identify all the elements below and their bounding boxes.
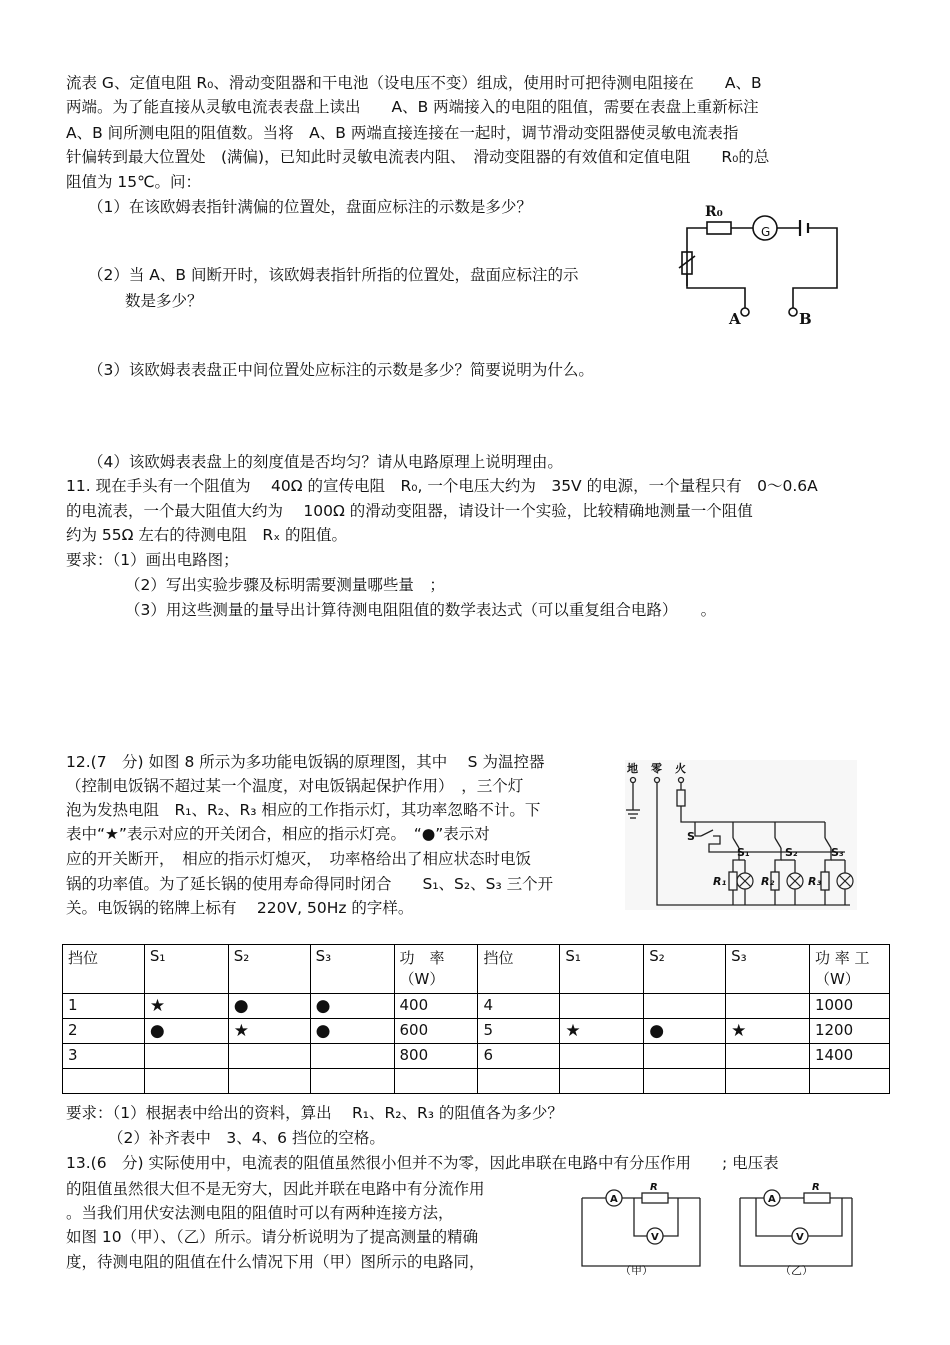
table-cell: 1400	[809, 1044, 889, 1069]
table-cell: 400	[394, 994, 478, 1019]
q13-line-4: 如图 10（甲）、（乙）所示。请分析说明为了提高测量的精确	[66, 1228, 479, 1246]
voltammetry-circuit-diagrams	[580, 1180, 855, 1275]
q10-intro-line-2: 两端。为了能直接从灵敏电流表表盘上读出 A、B 两端接入的电阻的阻值，需要在表盘上重新标注	[66, 98, 759, 116]
q10-sub4: （4）该欧姆表表盘上的刻度值是否均匀？请从电路原理上说明理由。	[88, 453, 563, 471]
resistor-label-jia: R	[650, 1182, 658, 1193]
q10-sub1: （1）在该欧姆表指针满偏的位置处，盘面应标注的示数是多少？	[88, 198, 532, 216]
table-cell: ★	[144, 994, 228, 1019]
table-cell	[144, 1044, 228, 1069]
table-cell: 3	[63, 1044, 145, 1069]
caption-yi: （乙）	[780, 1264, 813, 1275]
table-cell: 1000	[809, 994, 889, 1019]
table-header-cell: S₁	[144, 945, 228, 994]
q11-line-3: 约为 55Ω 左右的待测电阻 Rₓ 的阻值。	[66, 526, 347, 544]
table-cell	[644, 1069, 726, 1094]
table-cell: ★	[228, 1019, 310, 1044]
table-cell	[644, 994, 726, 1019]
q11-req-2: （2）写出实验步骤及标明需要测量哪些量 ；	[125, 576, 445, 594]
terminal-a-label: A	[729, 310, 741, 328]
table-cell	[560, 994, 644, 1019]
q11-line-1: 11. 现在手头有一个阻值为 40Ω 的宣传电阻 R₀, 一个电压大约为 35V 的电源，一个量程只有 0～0.6A	[66, 477, 818, 495]
table-cell: 2	[63, 1019, 145, 1044]
s3-label: S₃	[831, 846, 844, 859]
table-cell	[228, 1044, 310, 1069]
q10-intro-line-1: 流表 G、定值电阻 R₀、滑动变阻器和干电池（设电压不变）组成，使用时可把待测电阻接在 A、B	[66, 74, 762, 92]
s2-label: S₂	[785, 846, 798, 859]
q10-intro-line-5: 阻值为 15℃。问：	[66, 173, 202, 191]
q12-line-2: （控制电饭锅不超过某一个温度，对电饭锅起保护作用） ，三个灯	[66, 777, 524, 795]
q10-sub2: （2）当 A、B 间断开时，该欧姆表指针所指的位置处，盘面应标注的示	[88, 266, 579, 284]
table-header-row	[63, 945, 890, 994]
table-cell: ●	[310, 1019, 394, 1044]
voltmeter-label-jia: V	[651, 1232, 659, 1243]
table-header-cell: S₃	[310, 945, 394, 994]
table-header-cell: S₂	[228, 945, 310, 994]
q13-line-3: 。当我们用伏安法测电阻的阻值时可以有两种连接方法，	[66, 1204, 454, 1222]
q13-line-2: 的阻值虽然很大但不是无穷大，因此并联在电路中有分流作用	[66, 1180, 485, 1198]
table-cell: 1	[63, 994, 145, 1019]
r3-label: R₃	[808, 875, 822, 888]
table-cell: 4	[478, 994, 560, 1019]
table-cell	[144, 1069, 228, 1094]
q10-sub2-cont: 数是多少？	[125, 292, 203, 310]
table-header-cell: S₃	[726, 945, 810, 994]
table-cell	[63, 1069, 145, 1094]
table-header-cell: 挡位	[63, 945, 145, 994]
table-cell: 800	[394, 1044, 478, 1069]
table-header-cell: 功 率（W）	[394, 945, 478, 994]
table-header-cell: 挡位	[478, 945, 560, 994]
table-cell	[310, 1044, 394, 1069]
table-cell	[560, 1069, 644, 1094]
table-cell	[394, 1069, 478, 1094]
table-header-cell: S₂	[644, 945, 726, 994]
q11-req-3: （3）用这些测量的量导出计算待测电阻阻值的数学表达式（可以重复组合电路） 。	[125, 601, 717, 619]
table-cell	[310, 1069, 394, 1094]
table-row	[63, 1044, 890, 1069]
table-row	[63, 994, 890, 1019]
table-cell	[478, 1069, 560, 1094]
power-table	[62, 944, 890, 1094]
ammeter-label-yi: A	[768, 1194, 776, 1205]
r0-label: R₀	[705, 204, 723, 220]
table-cell	[644, 1044, 726, 1069]
q12-req-2: （2）补齐表中 3、4、6 挡位的空格。	[108, 1129, 385, 1147]
q10-intro-line-4: 针偏转到最大位置处 (满偏)，已知此时灵敏电流表内阻、 滑动变阻器的有效值和定值电阻 R₀的总	[66, 148, 770, 166]
table-header-cell: S₁	[560, 945, 644, 994]
table-cell: ★	[726, 1019, 810, 1044]
table-cell	[726, 1069, 810, 1094]
q11-req-1: 要求：（1）画出电路图；	[66, 551, 239, 569]
table-cell: 1200	[809, 1019, 889, 1044]
caption-jia: （甲）	[620, 1264, 653, 1275]
table-cell	[726, 994, 810, 1019]
table-cell: ●	[644, 1019, 726, 1044]
s1-label: S₁	[737, 846, 750, 859]
q10-sub3: （3）该欧姆表表盘正中间位置处应标注的示数是多少？简要说明为什么。	[88, 361, 594, 379]
q12-line-7: 关。电饭锅的铭牌上标有 220V, 50Hz 的字样。	[66, 899, 414, 917]
table-cell	[726, 1044, 810, 1069]
table-cell: 600	[394, 1019, 478, 1044]
table-cell: ●	[228, 994, 310, 1019]
neutral-label: 零	[651, 762, 662, 775]
table-cell: ●	[144, 1019, 228, 1044]
table-cell	[809, 1069, 889, 1094]
ground-label: 地	[627, 762, 638, 775]
voltmeter-label-yi: V	[796, 1232, 804, 1243]
galvanometer-label: G	[761, 225, 771, 239]
q10-intro-line-3: A、B 间所测电阻的阻值数。当将 A、B 两端直接连接在一起时，调节滑动变阻器使灵敏电流表指	[66, 124, 739, 142]
q12-line-3: 泡为发热电阻 R₁、R₂、R₃ 相应的工作指示灯，其功率忽略不计。下	[66, 801, 541, 819]
r1-label: R₁	[713, 875, 727, 888]
q11-line-2: 的电流表，一个最大阻值大约为 100Ω 的滑动变阻器，请设计一个实验，比较精确地测量一个阻值	[66, 502, 753, 520]
table-cell: 5	[478, 1019, 560, 1044]
rice-cooker-circuit-diagram	[625, 760, 857, 910]
table-cell	[228, 1069, 310, 1094]
q13-line-5: 度，待测电阻的阻值在什么情况下用（甲）图所示的电路同，	[66, 1253, 485, 1271]
q12-req-1: 要求：（1）根据表中给出的资料，算出 R₁、R₂、R₃ 的阻值各为多少？	[66, 1104, 563, 1122]
q12-line-5: 应的开关断开， 相应的指示灯熄灭， 功率格给出了相应状态时电饭	[66, 850, 532, 868]
terminal-b-label: B	[799, 310, 812, 328]
q12-line-4: 表中“★”表示对应的开关闭合，相应的指示灯亮。 “●”表示对	[66, 825, 490, 843]
r2-label: R₂	[761, 875, 775, 888]
q12-line-1: 12.(7 分) 如图 8 所示为多功能电饭锅的原理图，其中 S 为温控器	[66, 753, 545, 771]
table-row	[63, 1019, 890, 1044]
live-label: 火	[675, 762, 686, 775]
table-cell: ★	[560, 1019, 644, 1044]
q12-line-6: 锅的功率值。为了延长锅的使用寿命得同时闭合 S₁、S₂、S₃ 三个开	[66, 875, 554, 893]
table-cell	[560, 1044, 644, 1069]
q13-line-1: 13.(6 分) 实际使用中，电流表的阻值虽然很小但并不为零，因此串联在电路中有分压作用 ; 电压表	[66, 1154, 779, 1172]
ammeter-label-jia: A	[610, 1194, 618, 1205]
table-cell: ●	[310, 994, 394, 1019]
table-header-cell: 功 率 工（W）	[809, 945, 889, 994]
thermostat-s-label: S	[687, 830, 695, 843]
ohmmeter-circuit-diagram	[675, 196, 845, 336]
table-cell: 6	[478, 1044, 560, 1069]
table-row	[63, 1069, 890, 1094]
resistor-label-yi: R	[812, 1182, 820, 1193]
